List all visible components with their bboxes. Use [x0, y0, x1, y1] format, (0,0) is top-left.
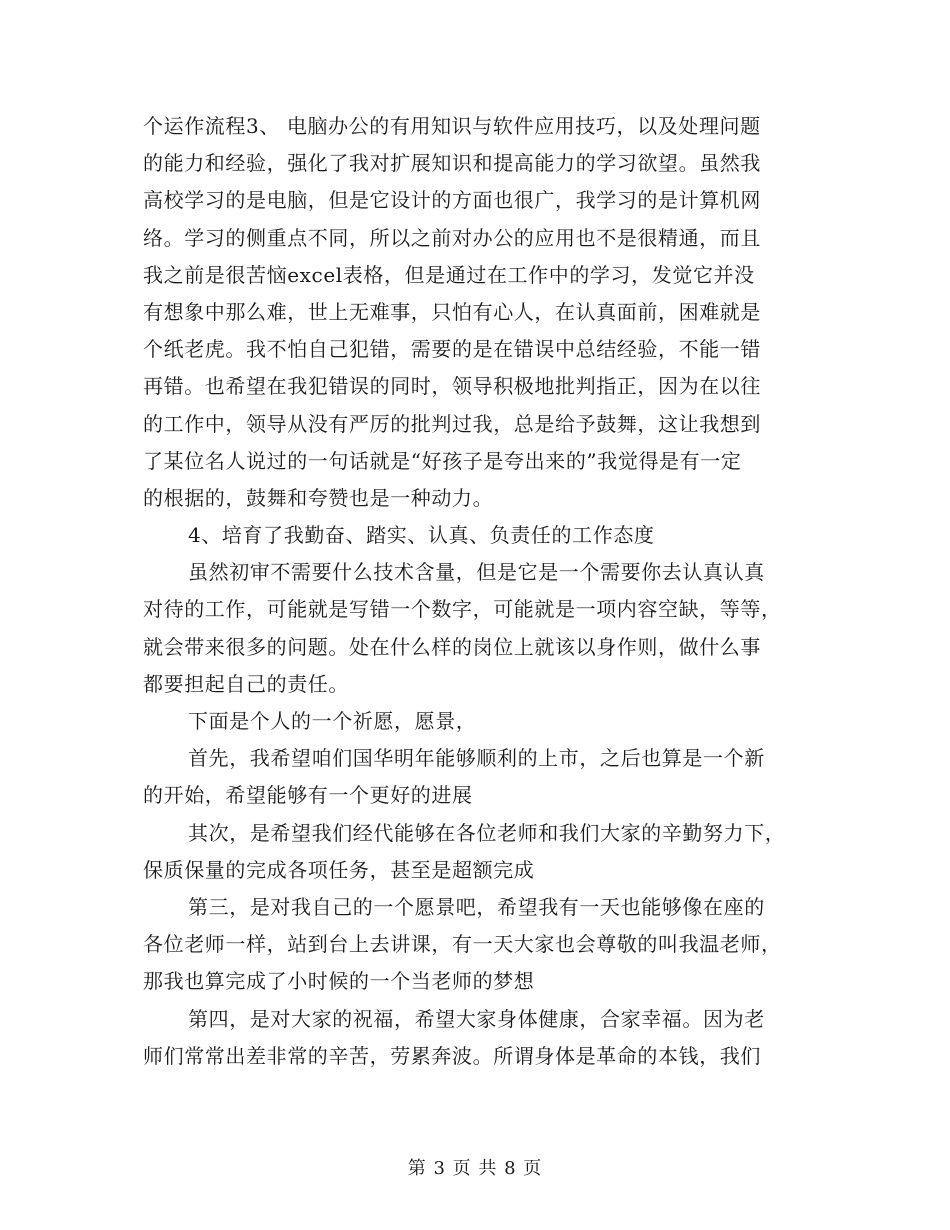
text-line: 第四，是对大家的祝福，希望大家身体健康，合家幸福。因为老: [188, 1006, 765, 1031]
page-number-footer: 第 3 页 共 8 页: [407, 1158, 543, 1179]
text-line: 的开始，希望能够有一个更好的进展: [143, 783, 473, 808]
text-line: 的能力和经验，强化了我对扩展知识和提高能力的学习欲望。虽然我: [143, 151, 761, 176]
text-line: 首先，我希望咱们国华明年能够顺利的上市，之后也算是一个新: [188, 746, 765, 771]
text-line: 保质保量的完成各项任务，甚至是超额完成: [143, 857, 535, 882]
text-line: 高校学习的是电脑，但是它设计的方面也很广，我学习的是计算机网: [143, 188, 761, 213]
text-line: 对待的工作，可能就是写错一个数字，可能就是一项内容空缺，等等，: [143, 597, 782, 622]
text-line: 师们常常出差非常的辛苦，劳累奔波。所谓身体是革命的本钱，我们: [143, 1043, 761, 1068]
text-line: 个运作流程3、 电脑办公的有用知识与软件应用技巧，以及处理问题: [143, 114, 761, 138]
text-line: 虽然初审不需要什么技术含量，但是它是一个需要你去认真认真: [188, 560, 765, 585]
text-line: 下面是个人的一个祈愿，愿景，: [188, 709, 477, 733]
text-line: 其次，是希望我们经代能够在各位老师和我们大家的辛勤努力下，: [188, 820, 786, 845]
text-line: 络。学习的侧重点不同，所以之前对办公的应用也不是很精通，而且: [143, 225, 761, 250]
text-line: 都要担起自己的责任。: [143, 671, 349, 696]
text-line: 那我也算完成了小时候的一个当老师的梦想: [143, 969, 535, 994]
text-line: 有想象中那么难，世上无难事，只怕有心人，在认真面前，困难就是: [143, 299, 761, 324]
text-line: 个纸老虎。我不怕自己犯错，需要的是在错误中总结经验，不能一错: [143, 337, 761, 362]
text-line: 了某位名人说过的一句话就是“好孩子是夸出来的”我觉得是有一定: [143, 448, 742, 473]
text-line: 各位老师一样，站到台上去讲课，有一天大家也会尊敬的叫我温老师，: [143, 932, 782, 957]
text-line: 的工作中，领导从没有严厉的批判过我，总是给予鼓舞，这让我想到: [143, 411, 761, 436]
text-line: 我之前是很苦恼excel表格，但是通过在工作中的学习，发觉它并没: [143, 262, 755, 287]
text-line: 再错。也希望在我犯错误的同时，领导积极地批判指正，因为在以往: [143, 374, 761, 399]
text-line: 第三，是对我自己的一个愿景吧，希望我有一天也能够像在座的: [188, 894, 765, 919]
text-line: 的根据的，鼓舞和夸赞也是一种动力。: [143, 485, 494, 510]
text-line: 4、培育了我勤奋、踏实、认真、负责任的工作态度: [188, 523, 655, 548]
document-body: [143, 108, 803, 1075]
text-line: 就会带来很多的问题。处在什么样的岗位上就该以身作则，做什么事: [143, 634, 761, 659]
